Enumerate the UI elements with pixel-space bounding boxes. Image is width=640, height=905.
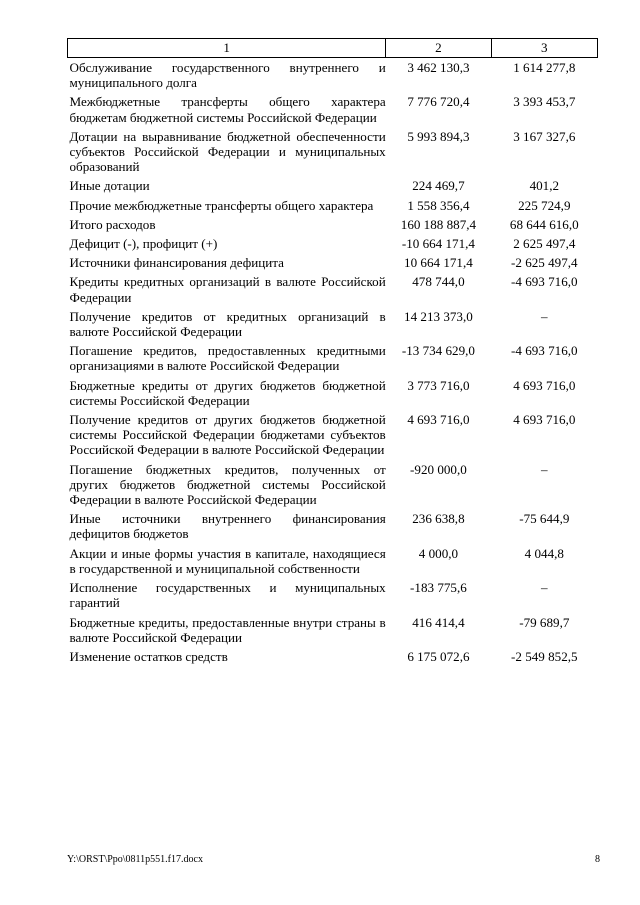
row-value-col2: 416 414,4 [412, 614, 465, 630]
row-label: Дотации на выравнивание бюджетной обеспеченности субъектов Российской Федерации и муниципальных образований [69, 128, 386, 175]
row-label: Получение кредитов от кредитных организаций в валюте Российской Федерации [69, 308, 386, 340]
row-label: Кредиты кредитных организаций в валюте Российской Федерации [69, 274, 386, 305]
row-value-col3: 4 693 716,0 [513, 412, 576, 428]
row-value-col3: – [541, 461, 548, 477]
budget-table [67, 38, 598, 666]
row-value-col3: 225 724,9 [518, 197, 571, 213]
row-label: Бюджетные кредиты, предоставленные внутри страны в валюте Российской Федерации [69, 614, 386, 645]
row-value-col2: 4 693 716,0 [407, 412, 470, 428]
row-value-col2: 160 188 887,4 [400, 216, 477, 232]
row-value-col2: 236 638,8 [412, 511, 465, 527]
row-value-col2: -10 664 171,4 [401, 236, 475, 252]
row-value-col2: 1 558 356,4 [407, 197, 470, 213]
header-col-1: 1 [68, 39, 386, 58]
row-value-col2: -183 775,6 [410, 580, 467, 596]
row-value-col3: -4 693 716,0 [511, 274, 578, 290]
row-label: Погашение бюджетных кредитов, полученных от других бюджетов бюджетной системы Российской Федерации в валюте Российской Федерации [69, 461, 386, 508]
row-value-col2: 14 213 373,0 [404, 308, 473, 324]
table-row [68, 307, 598, 341]
row-label: Исполнение государственных и муниципальных гарантий [69, 580, 386, 611]
row-value-col3: 3 393 453,7 [513, 94, 576, 110]
row-value-col3: -2 625 497,4 [511, 255, 578, 271]
row-value-col3: 68 644 616,0 [509, 216, 579, 232]
row-value-col2: 4 000,0 [418, 545, 459, 561]
row-value-col3: 1 614 277,8 [513, 60, 576, 75]
row-value-col2: 6 175 072,6 [407, 648, 470, 664]
table-row [68, 176, 598, 195]
table-row [68, 647, 598, 666]
header-col-3: 3 [491, 39, 597, 58]
page-number: 8 [595, 854, 600, 865]
row-value-col3: – [541, 308, 548, 324]
row-label: Итого расходов [69, 216, 156, 232]
row-label: Межбюджетные трансферты общего характера бюджетам бюджетной системы Российской Федерации [69, 94, 386, 125]
header-col-2: 2 [386, 39, 491, 58]
table-row [68, 196, 598, 215]
table-row [68, 92, 598, 126]
table-row [68, 234, 598, 253]
table-row [68, 272, 598, 306]
row-label: Источники финансирования дефицита [69, 255, 284, 271]
row-value-col3: 4 044,8 [524, 545, 564, 561]
row-value-col3: 4 693 716,0 [513, 377, 576, 393]
table-row [68, 253, 598, 272]
table-header [68, 39, 598, 58]
table-body [68, 58, 598, 667]
row-value-col3: 2 625 497,4 [513, 236, 576, 252]
row-value-col3: -2 549 852,5 [511, 648, 578, 664]
header-row [68, 39, 598, 58]
file-path: Y:\ORST\Ppo\0811p551.f17.docx [67, 854, 203, 865]
row-label: Акции и иные формы участия в капитале, находящиеся в государственной и муниципальной собственности [69, 545, 386, 576]
table-row [68, 410, 598, 460]
row-value-col2: 3 462 130,3 [407, 60, 470, 75]
table-row [68, 376, 598, 410]
row-value-col3: -79 689,7 [519, 614, 570, 630]
row-label: Иные дотации [69, 178, 150, 194]
row-label: Погашение кредитов, предоставленных кредитными организациями в валюте Российской Федерации [69, 343, 386, 374]
row-label: Бюджетные кредиты от других бюджетов бюджетной системы Российской Федерации [69, 377, 386, 408]
table-row [68, 215, 598, 234]
row-value-col3: -4 693 716,0 [511, 343, 578, 359]
table-row [68, 613, 598, 647]
row-value-col2: 224 469,7 [412, 178, 465, 194]
table-row [68, 509, 598, 543]
row-value-col3: -75 644,9 [519, 511, 570, 527]
table-row [68, 341, 598, 375]
table-row [68, 544, 598, 578]
row-value-col2: 10 664 171,4 [404, 255, 473, 271]
row-value-col2: -13 734 629,0 [401, 343, 475, 359]
row-value-col3: – [541, 580, 548, 596]
row-value-col3: 3 167 327,6 [513, 128, 576, 144]
table-row [68, 127, 598, 177]
row-label: Обслуживание государственного внутреннего и муниципального долга [69, 60, 386, 91]
row-value-col2: 7 776 720,4 [407, 94, 470, 110]
row-label: Дефицит (-), профицит (+) [69, 236, 218, 252]
row-value-col2: -920 000,0 [410, 461, 467, 477]
row-value-col2: 478 744,0 [412, 274, 465, 290]
row-label: Изменение остатков средств [69, 648, 228, 664]
table-row [68, 578, 598, 612]
row-label: Прочие межбюджетные трансферты общего характера [69, 197, 374, 213]
row-value-col3: 401,2 [529, 178, 560, 194]
row-label: Иные источники внутреннего финансирования дефицитов бюджетов [69, 511, 386, 542]
row-value-col2: 3 773 716,0 [407, 377, 470, 393]
table-row [68, 58, 598, 93]
row-value-col2: 5 993 894,3 [407, 128, 470, 144]
table-row [68, 460, 598, 510]
row-label: Получение кредитов от других бюджетов бюджетной системы Российской Федерации бюджетами субъектов Российской Федерации в валюте Российской Федерации [69, 412, 386, 458]
